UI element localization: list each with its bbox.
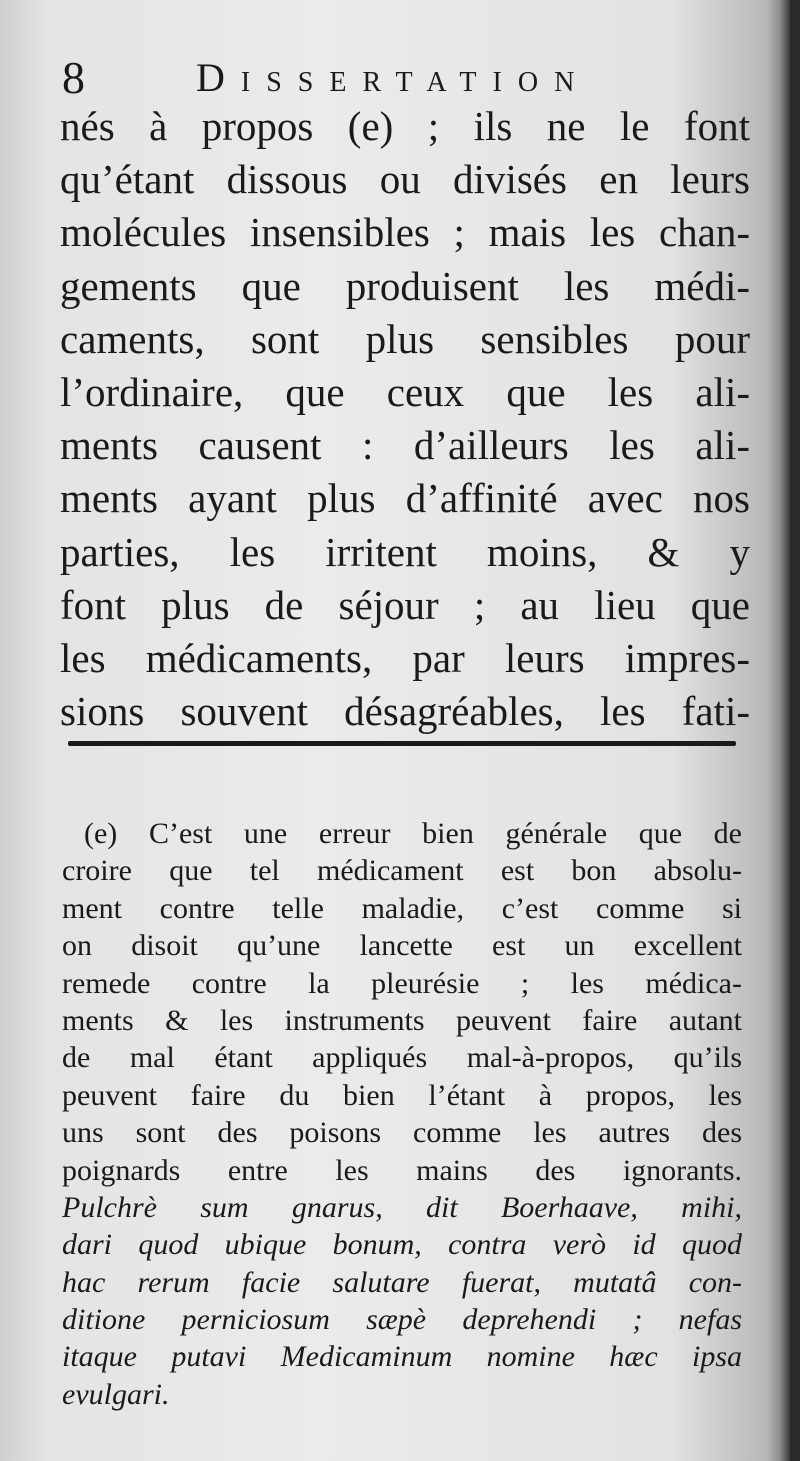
footnote-latin-line: evulgari. (62, 1377, 170, 1411)
text-line: molécules insensibles ; mais les chan- (60, 209, 750, 256)
text-line: les médicaments, par leurs impres- (60, 634, 750, 681)
footnote-line: remede contre la pleurésie ; les médica- (62, 966, 742, 1000)
footnote-divider-rule (68, 741, 736, 746)
footnote-line: de mal étant appliqués mal-à-propos, qu’ils (62, 1041, 742, 1075)
text-line: ments ayant plus d’affinité avec nos (60, 475, 750, 522)
footnote-latin-line: ditione perniciosum sæpè deprehendi ; nefas (62, 1303, 742, 1337)
footnote-latin-line: itaque putavi Medicaminum nomine hæc ipsa (62, 1340, 742, 1374)
footnote-line: peuvent faire du bien l’étant à propos, les (62, 1078, 742, 1112)
page-header (62, 50, 762, 106)
running-title: Dissertation (196, 55, 591, 100)
text-line: gements que produisent les médi- (60, 262, 750, 309)
text-line: ments causent : d’ailleurs les ali- (60, 422, 750, 469)
footnote-latin-line: hac rerum facie salutare fuerat, mutatâ con- (62, 1265, 742, 1299)
footnote-line: poignards entre les mains des ignorants. (62, 1153, 742, 1187)
text-line: sions souvent désagréables, les fati- (60, 688, 750, 735)
footnote-latin-line: Pulchrè sum gnarus, dit Boerhaave, mihi, (62, 1190, 742, 1224)
main-text (60, 100, 750, 738)
footnote-line: ment contre telle maladie, c’est comme si (62, 891, 742, 925)
text-line: font plus de séjour ; au lieu que (60, 581, 750, 628)
footnote-line: ments & les instruments peuvent faire autant (62, 1003, 742, 1037)
footnote-line: uns sont des poisons comme les autres des (62, 1116, 742, 1150)
footnote-line: on disoit qu’une lancette est un excellent (62, 929, 742, 963)
footnote-latin-line: dari quod ubique bonum, contra verò id quod (62, 1228, 742, 1262)
text-line: parties, les irritent moins, & y (60, 528, 750, 575)
footnote-line: (e) C’est une erreur bien générale que de (84, 817, 742, 850)
page-edge-shadow (778, 0, 790, 1461)
text-line: qu’étant dissous ou divisés en leurs (60, 156, 750, 203)
text-line: nés à propos (e) ; ils ne le font (60, 103, 750, 149)
page-number: 8 (62, 52, 85, 103)
text-line: caments, sont plus sensibles pour (60, 315, 750, 362)
text-line: l’ordinaire, que ceux que les ali- (60, 368, 750, 415)
footnote (62, 815, 742, 1413)
footnote-line: croire que tel médicament est bon absolu- (62, 854, 742, 888)
